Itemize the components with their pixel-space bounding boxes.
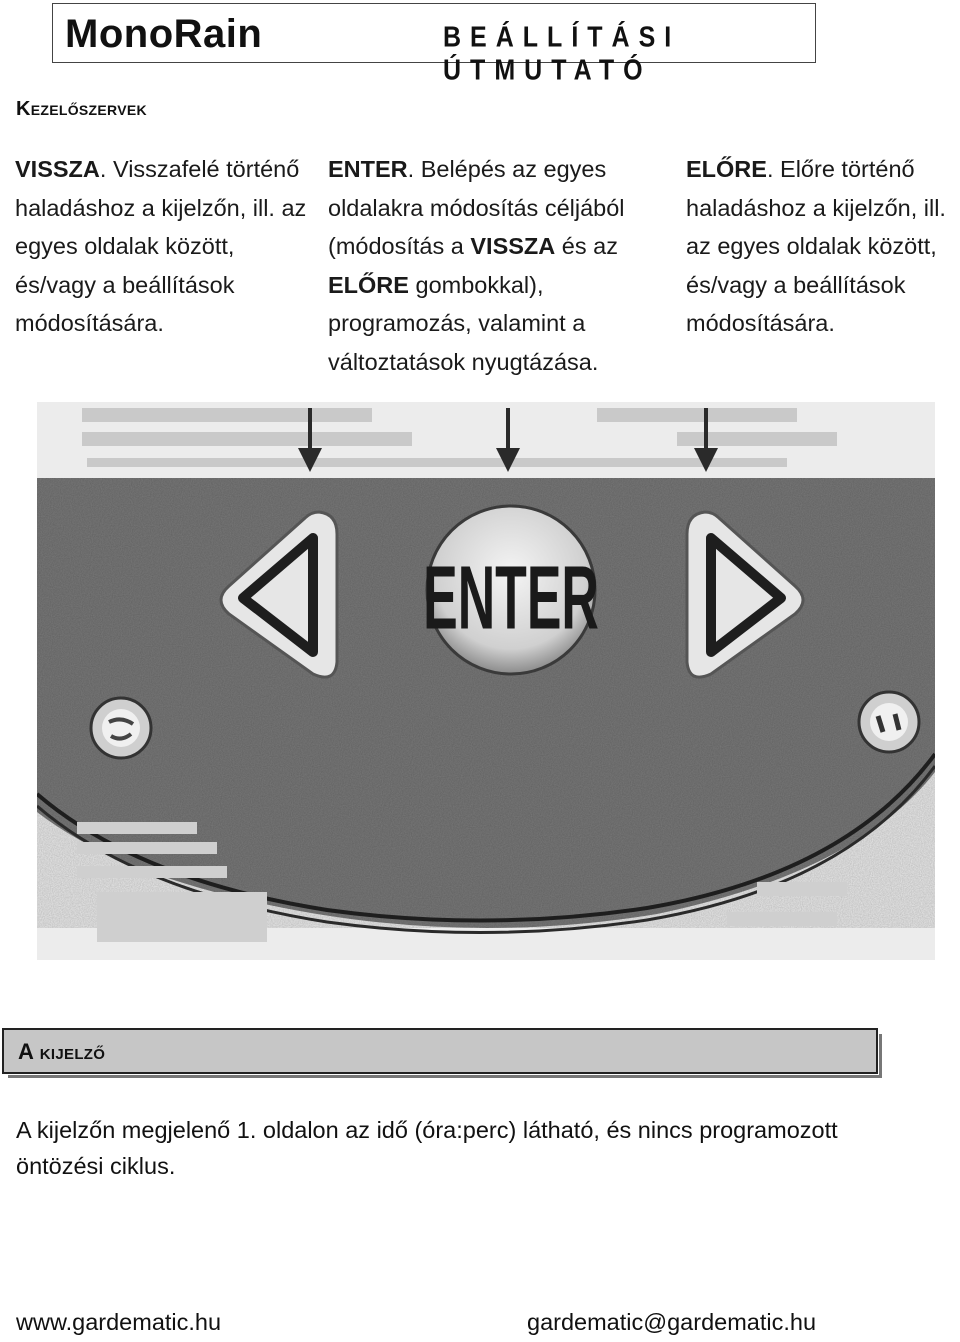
enter-button-icon [423, 506, 599, 674]
section-title-display: A kijelző [18, 1039, 106, 1064]
enter-button-description [328, 150, 668, 381]
header-box [52, 3, 816, 87]
back-button-description [15, 150, 315, 343]
forward-term: ELŐRE [686, 156, 767, 182]
enter-bold-forward: ELŐRE [328, 271, 409, 298]
section-heading-display [2, 1028, 878, 1074]
enter-text-2: és az [555, 233, 618, 259]
display-description: A kijelzőn megjelenő 1. oldalon az idő (óra:perc) látható, és nincs programozott öntözési ciklus. [16, 1117, 838, 1179]
forward-button-description [686, 150, 960, 343]
right-screw-icon [859, 692, 919, 752]
footer-email-link[interactable]: gardematic@gardematic.hu [527, 1309, 817, 1335]
section-title-controls: Kezelőszervek [16, 98, 147, 120]
footer-website-link[interactable]: www.gardematic.hu [16, 1309, 222, 1335]
left-screw-icon [91, 698, 151, 758]
control-panel-photo [37, 402, 935, 960]
enter-label: ENTER [423, 547, 599, 649]
brand-logo-text: MonoRain [65, 12, 263, 56]
back-text: . Visszafelé történő haladáshoz a kijelzőn, ill. az egyes oldalak között, és/vagy a beállítások módosítására. [15, 156, 307, 336]
enter-text-3: gombokkal), programozás, valamint a változtatások nyugtázása. [328, 271, 599, 375]
enter-term: ENTER [328, 156, 408, 182]
enter-bold-back: VISSZA [470, 233, 556, 259]
back-term: VISSZA [15, 156, 100, 182]
document-subtitle: BEÁLLÍTÁSI ÚTMUTATÓ [443, 21, 681, 87]
forward-text: . Előre történő haladáshoz a kijelzőn, ill. az egyes oldalak között, és/vagy a beállítások módosítására. [686, 156, 946, 336]
enter-text-1: . Belépés az egyes oldalakra módosítás céljából (módosítás a [328, 156, 625, 259]
